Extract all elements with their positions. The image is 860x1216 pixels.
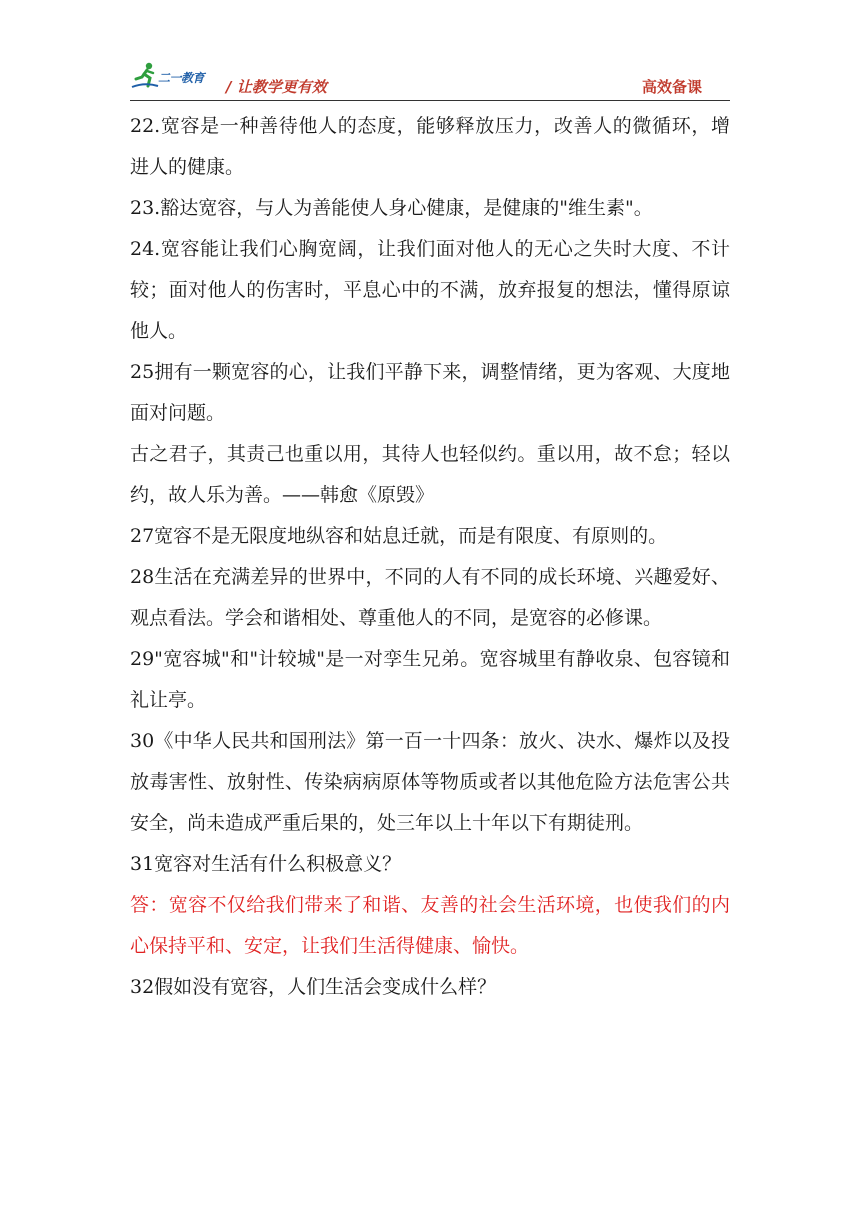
paragraph-29: 29"宽容城"和"计较城"是一对孪生兄弟。宽容城里有静收泉、包容镜和礼让亭。	[130, 648, 730, 711]
paragraph-27: 27宽容不是无限度地纵容和姑息迁就，而是有限度、有原则的。	[130, 525, 668, 547]
paragraph-quote: 古之君子，其责己也重以用，其待人也轻似约。重以用，故不怠；轻以约，故人乐为善。——韩愈《原毁》	[130, 443, 730, 506]
header-slogan: / 让教学更有效	[226, 78, 327, 96]
logo	[130, 60, 222, 90]
paragraph-28: 28生活在充满差异的世界中，不同的人有不同的成长环境、兴趣爱好、观点看法。学会和谐相处、尊重他人的不同，是宽容的必修课。	[130, 566, 730, 629]
paragraph-30: 30《中华人民共和国刑法》第一百一十四条：放火、决水、爆炸以及投放毒害性、放射性、传染病病原体等物质或者以其他危险方法危害公共安全，尚未造成严重后果的，处三年以上十年以下有期徒刑。	[130, 730, 730, 834]
question-31: 31宽容对生活有什么积极意义？	[130, 853, 402, 875]
answer-31: 答：宽容不仅给我们带来了和谐、友善的社会生活环境，也使我们的内心保持平和、安定，让我们生活得健康、愉快。	[130, 894, 730, 957]
logo-text: 二一教育	[158, 71, 205, 85]
header-right-label: 高效备课	[641, 78, 702, 96]
runner-icon	[130, 60, 160, 90]
page-header	[130, 58, 730, 101]
paragraph-23: 23.豁达宽容，与人为善能使人身心健康，是健康的"维生素"。	[130, 197, 653, 219]
paragraph-24: 24.宽容能让我们心胸宽阔，让我们面对他人的无心之失时大度、不计较；面对他人的伤害时，平息心中的不满，放弃报复的想法，懂得原谅他人。	[130, 238, 730, 342]
paragraph-22: 22.宽容是一种善待他人的态度，能够释放压力，改善人的微循环，增进人的健康。	[130, 115, 730, 178]
paragraph-25: 25拥有一颗宽容的心，让我们平静下来，调整情绪，更为客观、大度地面对问题。	[130, 361, 730, 424]
question-32: 32假如没有宽容，人们生活会变成什么样？	[130, 976, 497, 998]
document-body	[130, 106, 730, 1008]
